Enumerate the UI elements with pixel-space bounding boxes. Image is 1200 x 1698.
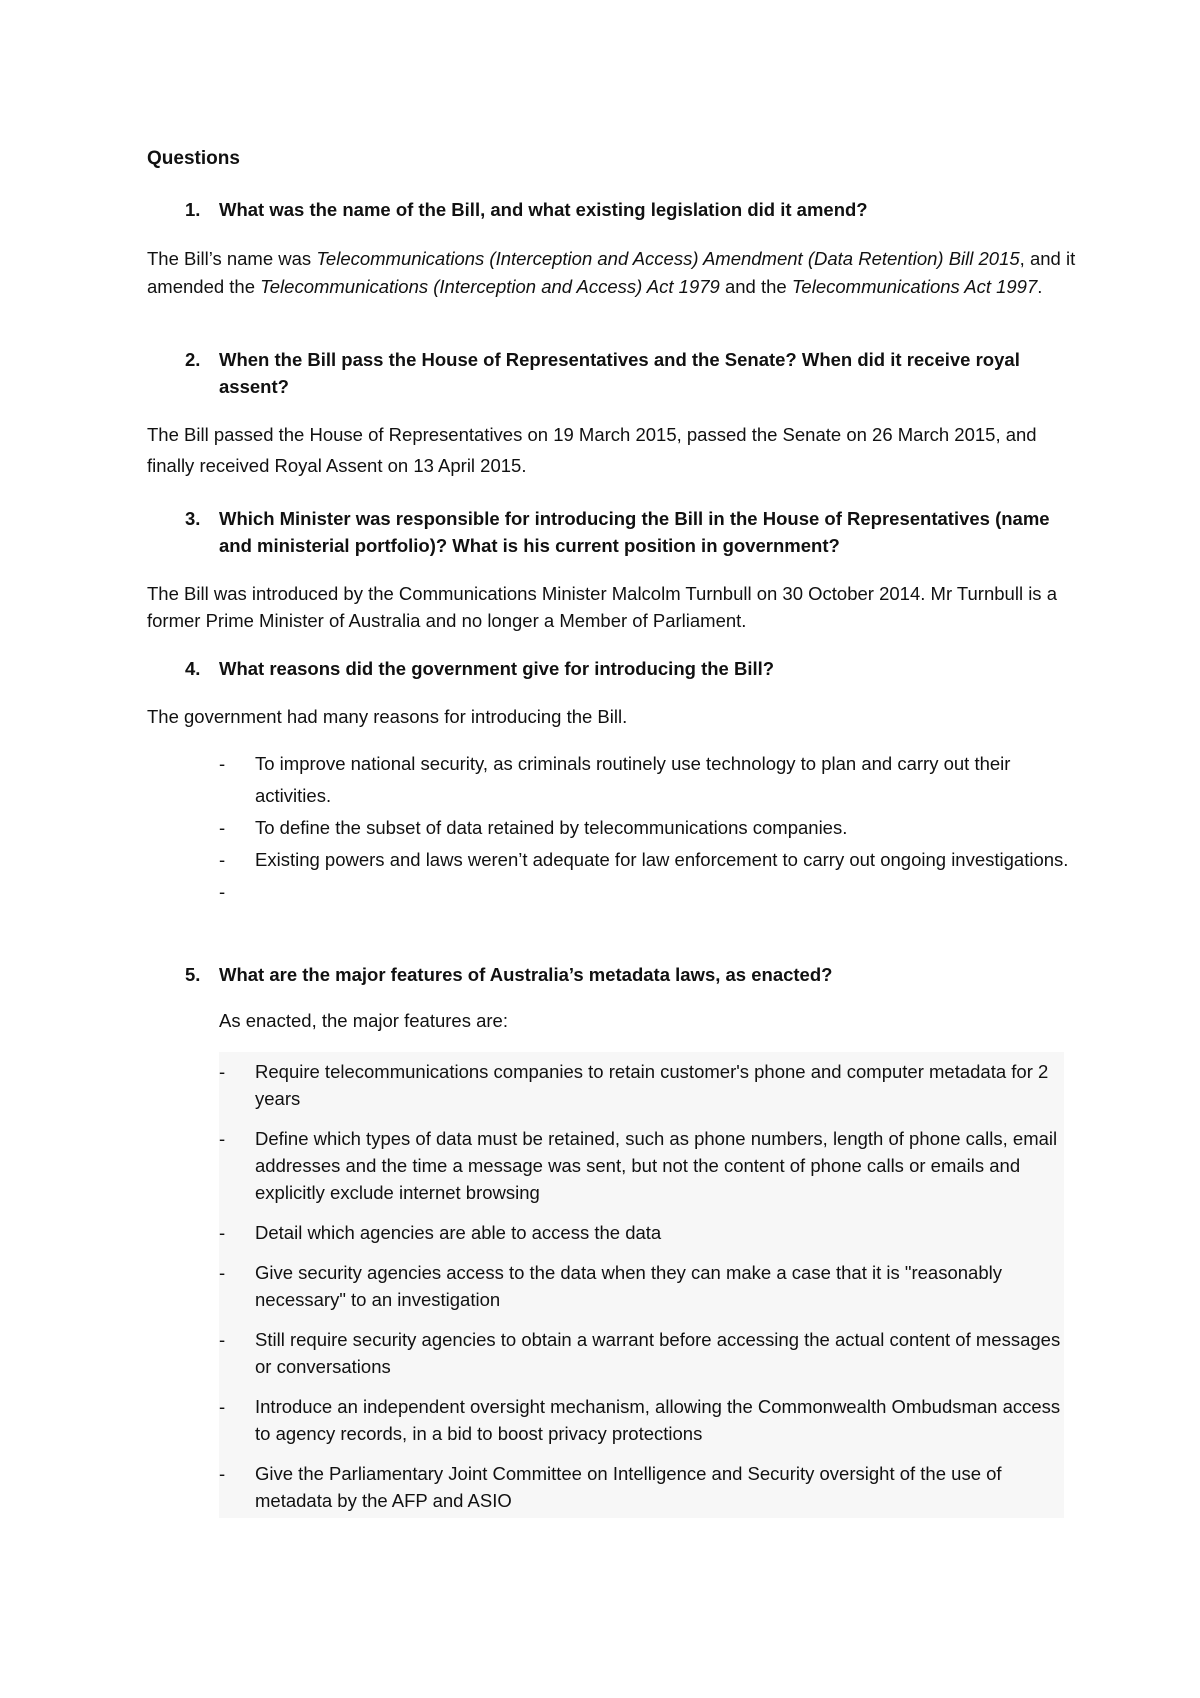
- question-4: [185, 655, 1065, 682]
- answer-1: [147, 245, 1077, 301]
- page-heading: Questions: [147, 148, 240, 169]
- list-item: [219, 812, 1069, 844]
- question-text: What was the name of the Bill, and what existing legislation did it amend?: [219, 199, 868, 220]
- question-text: What reasons did the government give for introducing the Bill?: [219, 658, 775, 679]
- list-item-text: Existing powers and laws weren’t adequate for law enforcement to carry out ongoing investigations.: [255, 849, 1069, 870]
- act-name: Telecommunications (Interception and Access) Act 1979: [260, 276, 720, 297]
- question-1: [185, 196, 1065, 223]
- list-item: [219, 1326, 1064, 1380]
- question-text: When the Bill pass the House of Representatives and the Senate? When did it receive royal assent?: [219, 349, 1020, 397]
- answer-text: , and it amended the: [147, 248, 1076, 297]
- bullet-dash: -: [219, 753, 226, 774]
- list-item-text: Introduce an independent oversight mechanism, allowing the Commonwealth Ombudsman access to agency records, in a bid to boost privacy protections: [255, 1396, 1061, 1444]
- answer-5: As enacted, the major features are:: [219, 1010, 508, 1031]
- answer-text: and the: [719, 276, 792, 297]
- bullet-dash: -: [219, 1396, 226, 1417]
- list-item-text: Require telecommunications companies to retain customer's phone and computer metadata for 2 years: [255, 1061, 1049, 1109]
- question-number: 1.: [185, 199, 201, 220]
- bullet-dash: -: [219, 881, 226, 902]
- list-item-text: Define which types of data must be retained, such as phone numbers, length of phone calls, email addresses and the time a message was sent, but not the content of phone calls or emails and explicitly exclude internet browsing: [255, 1128, 1058, 1203]
- list-item: [219, 1219, 1064, 1246]
- question-2: [185, 346, 1065, 400]
- question-number: 4.: [185, 658, 201, 679]
- list-item-text: To define the subset of data retained by telecommunications companies.: [255, 817, 848, 838]
- list-item: [219, 844, 1069, 876]
- bullet-dash: -: [219, 1061, 226, 1082]
- bullet-dash: -: [219, 1329, 226, 1350]
- answer-2: The Bill passed the House of Representatives on 19 March 2015, passed the Senate on 26 March 2015, and finally received Royal Assent on 13 April 2015.: [147, 424, 1037, 476]
- list-item-text: Still require security agencies to obtain a warrant before accessing the actual content of messages or conversations: [255, 1329, 1061, 1377]
- list-item: [219, 1259, 1064, 1313]
- bullet-dash: -: [219, 1463, 226, 1484]
- bullet-dash: -: [219, 817, 226, 838]
- bullet-dash: -: [219, 1128, 226, 1149]
- question-number: 2.: [185, 349, 201, 370]
- bullet-dash: -: [219, 849, 226, 870]
- bullet-dash: -: [219, 1262, 226, 1283]
- list-item: [219, 1125, 1064, 1206]
- list-item-text: Give the Parliamentary Joint Committee on Intelligence and Security oversight of the use of metadata by the AFP and ASIO: [255, 1463, 1002, 1511]
- act-name: Telecommunications Act 1997: [791, 276, 1038, 297]
- list-item: [219, 1393, 1064, 1447]
- question-3: [185, 505, 1065, 559]
- answer-4: The government had many reasons for introducing the Bill.: [147, 706, 628, 727]
- list-item-text: To improve national security, as criminals routinely use technology to plan and carry out their activities.: [255, 753, 1011, 806]
- features-list: [219, 1052, 1064, 1518]
- list-item: [219, 1460, 1064, 1514]
- question-text: Which Minister was responsible for introducing the Bill in the House of Representatives (name and ministerial portfolio)? What is his current position in government?: [219, 508, 1050, 556]
- list-item-text: Give security agencies access to the data when they can make a case that it is "reasonably necessary" to an investigation: [255, 1262, 1002, 1310]
- list-item-text: Detail which agencies are able to access the data: [255, 1222, 662, 1243]
- list-item: [219, 876, 1069, 908]
- list-item: [219, 748, 1069, 812]
- reasons-list: [219, 748, 1069, 908]
- bill-name: Telecommunications (Interception and Access) Amendment (Data Retention) Bill 2015: [316, 248, 1020, 269]
- answer-3: The Bill was introduced by the Communications Minister Malcolm Turnbull on 30 October 2014. Mr Turnbull is a former Prime Minister of Australia and no longer a Member of Parliament.: [147, 583, 1057, 631]
- bullet-dash: -: [219, 1222, 226, 1243]
- question-number: 3.: [185, 508, 201, 529]
- answer-text: .: [1037, 276, 1043, 297]
- list-item: [219, 1058, 1064, 1112]
- question-5: [185, 961, 1065, 988]
- question-text: What are the major features of Australia’s metadata laws, as enacted?: [219, 964, 833, 985]
- answer-text: The Bill’s name was: [147, 248, 317, 269]
- question-number: 5.: [185, 964, 201, 985]
